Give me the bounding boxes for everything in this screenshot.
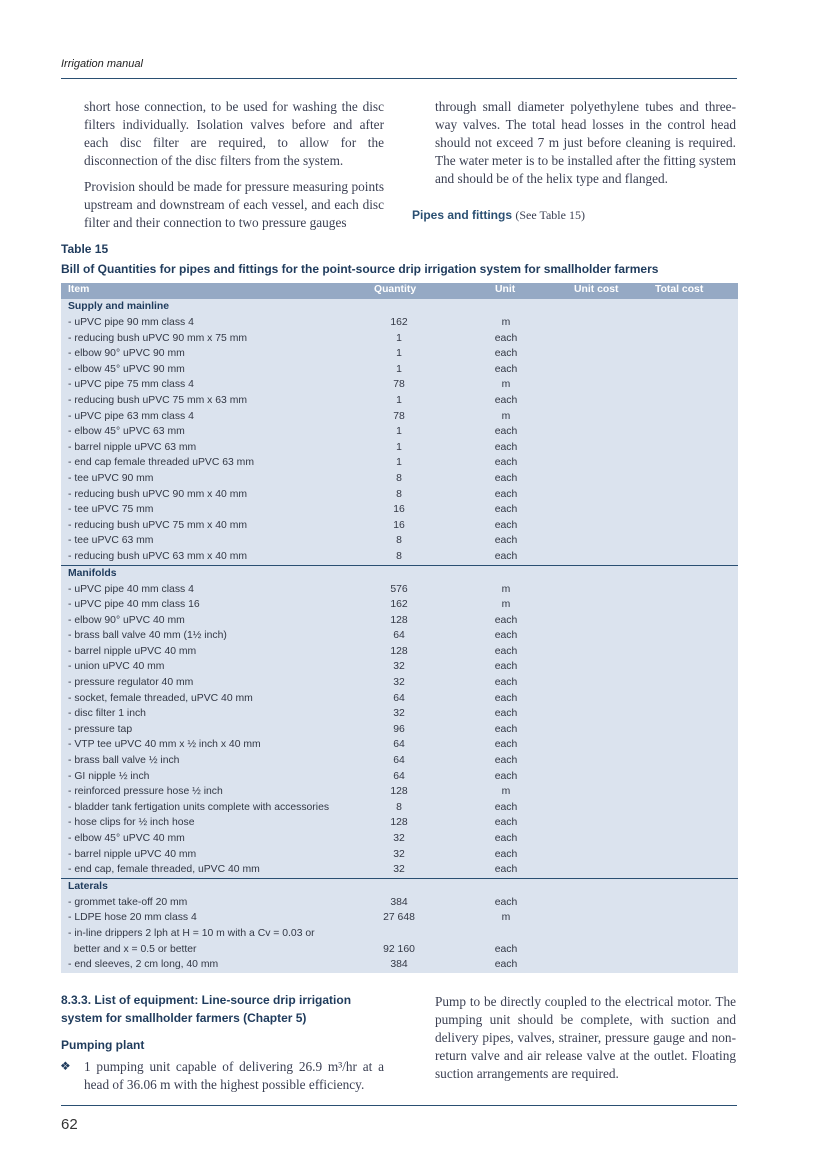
row-unit: each — [494, 739, 518, 751]
row-unit: each — [494, 457, 518, 469]
row-item: - hose clips for ½ inch hose — [68, 817, 195, 829]
table-row — [61, 737, 738, 753]
table-row — [61, 424, 738, 440]
row-item: - uPVC pipe 90 mm class 4 — [68, 317, 194, 328]
table-section-title: Supply and mainline — [68, 301, 170, 312]
table-row — [61, 815, 738, 831]
row-unit: each — [494, 394, 518, 406]
table-section-title: Laterals — [68, 880, 108, 892]
row-item: - elbow 90° uPVC 90 mm — [68, 348, 185, 360]
table-row — [61, 847, 738, 863]
table-row — [61, 644, 738, 660]
row-item: - elbow 45° uPVC 90 mm — [68, 363, 185, 375]
row-quantity: 8 — [396, 472, 402, 484]
row-unit: each — [494, 848, 518, 860]
row-item: - grommet take-off 20 mm — [68, 896, 188, 908]
header-unit-cost: Unit cost — [574, 284, 619, 295]
table-row — [61, 315, 738, 331]
table-row — [61, 346, 738, 362]
row-item: - end sleeves, 2 cm long, 40 mm — [68, 959, 219, 971]
section-8-3-3-heading: 8.3.3. List of equipment: Line-source drip irrigation system for smallholder farmers (Chapter 5) — [61, 993, 352, 1025]
row-item: - reducing bush uPVC 63 mm x 40 mm — [68, 550, 248, 562]
intro-right-paragraph: through small diameter polyethylene tubes and three-way valves. The total head losses in the control head should not exceed 7 m just before cleaning is required. The water meter is to be installed after the fitting system and should be of the helix type and flanged. — [435, 99, 736, 186]
row-item: - end cap, female threaded, uPVC 40 mm — [68, 864, 260, 876]
row-quantity: 1 — [396, 348, 402, 360]
row-unit: each — [494, 504, 518, 516]
row-item: - bladder tank fertigation units complete with accessories — [68, 801, 330, 813]
row-quantity: 64 — [393, 692, 405, 704]
table-row — [61, 706, 738, 722]
table-row — [61, 800, 738, 816]
row-quantity: 16 — [393, 504, 405, 516]
header-item: Item — [68, 284, 90, 295]
table-row — [61, 769, 738, 785]
row-unit: each — [494, 755, 518, 767]
pumping-unit-description: Pump to be directly coupled to the electrical motor. The pumping unit should be complete, with suction and delivery pipes, valves, strainer, pressure gauge and non-return valve and air release valve at the outlet. Floating suction arrangements are required. — [435, 994, 736, 1081]
table-row — [61, 926, 738, 942]
row-quantity: 64 — [393, 739, 405, 751]
row-quantity: 78 — [393, 410, 405, 422]
row-quantity: 1 — [396, 441, 402, 453]
table-row — [61, 942, 738, 958]
table-row — [61, 362, 738, 378]
row-item: - barrel nipple uPVC 40 mm — [68, 848, 197, 860]
row-unit: each — [494, 363, 518, 375]
row-unit: each — [494, 817, 518, 829]
row-quantity: 128 — [390, 817, 408, 829]
intro-left-paragraph-2: Provision should be made for pressure measuring points upstream and downstream of each vessel, and each disc filter and their connection to two pressure gauges — [84, 179, 384, 230]
row-quantity: 64 — [393, 755, 405, 767]
row-unit: each — [494, 630, 518, 642]
table-row — [61, 487, 738, 503]
table-row — [61, 722, 738, 738]
row-unit: each — [494, 535, 518, 547]
row-unit: each — [494, 692, 518, 704]
row-unit: each — [494, 896, 518, 908]
row-unit: each — [494, 723, 518, 735]
row-quantity: 32 — [393, 848, 405, 860]
row-quantity: 162 — [390, 317, 408, 328]
pipes-fittings-note: (See Table 15) — [515, 208, 585, 222]
row-unit: each — [494, 441, 518, 453]
row-unit: each — [494, 348, 518, 360]
row-quantity: 8 — [396, 535, 402, 547]
bullet-diamond-icon: ❖ — [60, 1059, 71, 1073]
row-unit: each — [494, 959, 518, 971]
row-item: - pressure regulator 40 mm — [68, 677, 194, 689]
row-item: - uPVC pipe 63 mm class 4 — [68, 410, 194, 422]
row-item: - union uPVC 40 mm — [68, 661, 165, 673]
row-quantity: 384 — [390, 959, 408, 971]
row-quantity: 1 — [396, 394, 402, 406]
row-quantity: 384 — [390, 896, 408, 908]
row-unit: m — [501, 912, 511, 924]
table-row — [61, 518, 738, 534]
row-unit: each — [494, 488, 518, 500]
row-item: - uPVC pipe 40 mm class 4 — [68, 583, 194, 595]
table-row — [61, 910, 738, 926]
table-row — [61, 440, 738, 456]
pipes-fittings-title: Pipes and fittings — [412, 208, 513, 222]
row-unit: each — [494, 550, 518, 562]
row-item: - reducing bush uPVC 90 mm x 40 mm — [68, 488, 248, 500]
row-unit: each — [494, 708, 518, 720]
row-unit: m — [501, 786, 511, 798]
row-unit: each — [494, 332, 518, 344]
table-row — [61, 691, 738, 707]
pumping-unit-bullet-text: 1 pumping unit capable of delivering 26.9 m³/hr at a head of 36.06 m with the highest possible efficiency. — [84, 1059, 384, 1092]
table-row — [61, 628, 738, 644]
row-item: - VTP tee uPVC 40 mm x ½ inch x 40 mm — [68, 739, 261, 751]
row-quantity: 1 — [396, 363, 402, 375]
row-item: - reducing bush uPVC 90 mm x 75 mm — [68, 332, 248, 344]
row-item: - uPVC pipe 40 mm class 16 — [68, 599, 200, 611]
pumping-plant-heading: Pumping plant — [61, 1038, 145, 1052]
row-quantity: 64 — [393, 770, 405, 782]
row-unit: each — [494, 472, 518, 484]
table-body — [61, 299, 738, 973]
header-unit: Unit — [495, 284, 516, 295]
table-row — [61, 957, 738, 973]
row-quantity: 78 — [393, 379, 405, 391]
row-quantity: 92 160 — [383, 943, 415, 955]
row-unit: m — [501, 379, 511, 391]
row-unit: each — [494, 426, 518, 438]
row-quantity: 8 — [396, 801, 402, 813]
row-item: - uPVC pipe 75 mm class 4 — [68, 379, 194, 391]
table-row — [61, 409, 738, 425]
table-row — [61, 862, 738, 878]
table-row — [61, 549, 738, 565]
row-quantity: 32 — [393, 661, 405, 673]
table-row — [61, 753, 738, 769]
row-quantity: 16 — [393, 519, 405, 531]
row-quantity: 27 648 — [383, 912, 415, 924]
row-item: - reinforced pressure hose ½ inch — [68, 786, 223, 798]
row-item: better and x = 0.5 or better — [68, 943, 197, 955]
row-item: - brass ball valve 40 mm (1½ inch) — [68, 630, 227, 642]
table-row — [61, 455, 738, 471]
row-item: - end cap female threaded uPVC 63 mm — [68, 457, 254, 469]
row-item: - reducing bush uPVC 75 mm x 63 mm — [68, 394, 248, 406]
row-item: - brass ball valve ½ inch — [68, 755, 180, 767]
row-item: - tee uPVC 75 mm — [68, 504, 154, 516]
row-unit: each — [494, 645, 518, 657]
row-item: - disc filter 1 inch — [68, 708, 146, 720]
row-quantity: 32 — [393, 864, 405, 876]
row-item: - in-line drippers 2 lph at H = 10 m with a Cv = 0.03 or — [68, 927, 315, 939]
boq-table — [61, 283, 738, 973]
table-row — [61, 582, 738, 598]
row-quantity: 1 — [396, 332, 402, 344]
row-unit: each — [494, 661, 518, 673]
table-header-row — [61, 283, 738, 299]
row-quantity: 96 — [393, 723, 405, 735]
row-item: - tee uPVC 90 mm — [68, 472, 154, 484]
row-quantity: 1 — [396, 457, 402, 469]
header-total-cost: Total cost — [655, 284, 704, 295]
row-item: - pressure tap — [68, 723, 133, 735]
table-row — [61, 784, 738, 800]
row-unit: m — [501, 583, 511, 595]
table-row — [61, 675, 738, 691]
table-row — [61, 393, 738, 409]
row-quantity: 128 — [390, 645, 408, 657]
table-row — [61, 331, 738, 347]
table-row — [61, 502, 738, 518]
table-row — [61, 597, 738, 613]
row-quantity: 576 — [390, 583, 408, 595]
table-row — [61, 613, 738, 629]
row-quantity: 128 — [390, 614, 408, 626]
row-item: - tee uPVC 63 mm — [68, 535, 154, 547]
row-unit: each — [494, 770, 518, 782]
row-quantity: 64 — [393, 630, 405, 642]
table-row — [61, 831, 738, 847]
footer-rule — [61, 1105, 737, 1106]
table-row — [61, 471, 738, 487]
row-quantity: 32 — [393, 708, 405, 720]
row-unit: each — [494, 943, 518, 955]
row-item: - socket, female threaded, uPVC 40 mm — [68, 692, 253, 704]
header-quantity: Quantity — [374, 284, 417, 295]
row-unit: each — [494, 801, 518, 813]
row-quantity: 8 — [396, 550, 402, 562]
table-row — [61, 895, 738, 911]
row-item: - GI nipple ½ inch — [68, 770, 150, 782]
running-header: Irrigation manual — [61, 58, 143, 70]
row-quantity: 32 — [393, 677, 405, 689]
row-unit: m — [501, 410, 511, 422]
row-item: - barrel nipple uPVC 40 mm — [68, 645, 197, 657]
row-item: - elbow 90° uPVC 40 mm — [68, 614, 185, 626]
table-row — [61, 659, 738, 675]
header-rule — [61, 78, 737, 79]
row-unit: m — [501, 599, 511, 611]
table-number: Table 15 — [61, 242, 109, 256]
table-caption: Bill of Quantities for pipes and fittings for the point-source drip irrigation system for smallholder farmers — [61, 262, 659, 276]
row-item: - elbow 45° uPVC 63 mm — [68, 426, 185, 438]
intro-left-paragraph-1: short hose connection, to be used for washing the disc filters individually. Isolation valves before and after each disc filter are required, to allow for the disconnection of the disc filters from the system. — [84, 99, 384, 168]
row-item: - elbow 45° uPVC 40 mm — [68, 833, 185, 844]
row-unit: each — [494, 519, 518, 531]
row-quantity: 8 — [396, 488, 402, 500]
row-unit: each — [494, 614, 518, 626]
table-row — [61, 377, 738, 393]
row-quantity: 1 — [396, 426, 402, 438]
row-quantity: 128 — [390, 786, 408, 798]
row-quantity: 162 — [390, 599, 408, 611]
table-row — [61, 533, 738, 549]
row-unit: each — [494, 864, 518, 876]
row-unit: each — [494, 677, 518, 689]
page-number: 62 — [61, 1116, 78, 1133]
row-unit: m — [501, 317, 511, 328]
row-unit: each — [494, 833, 518, 844]
row-item: - barrel nipple uPVC 63 mm — [68, 441, 197, 453]
row-item: - LDPE hose 20 mm class 4 — [68, 912, 197, 924]
table-section-title: Manifolds — [68, 567, 117, 579]
row-item: - reducing bush uPVC 75 mm x 40 mm — [68, 519, 248, 531]
row-quantity: 32 — [393, 833, 405, 844]
pipes-fittings-heading — [412, 208, 585, 223]
